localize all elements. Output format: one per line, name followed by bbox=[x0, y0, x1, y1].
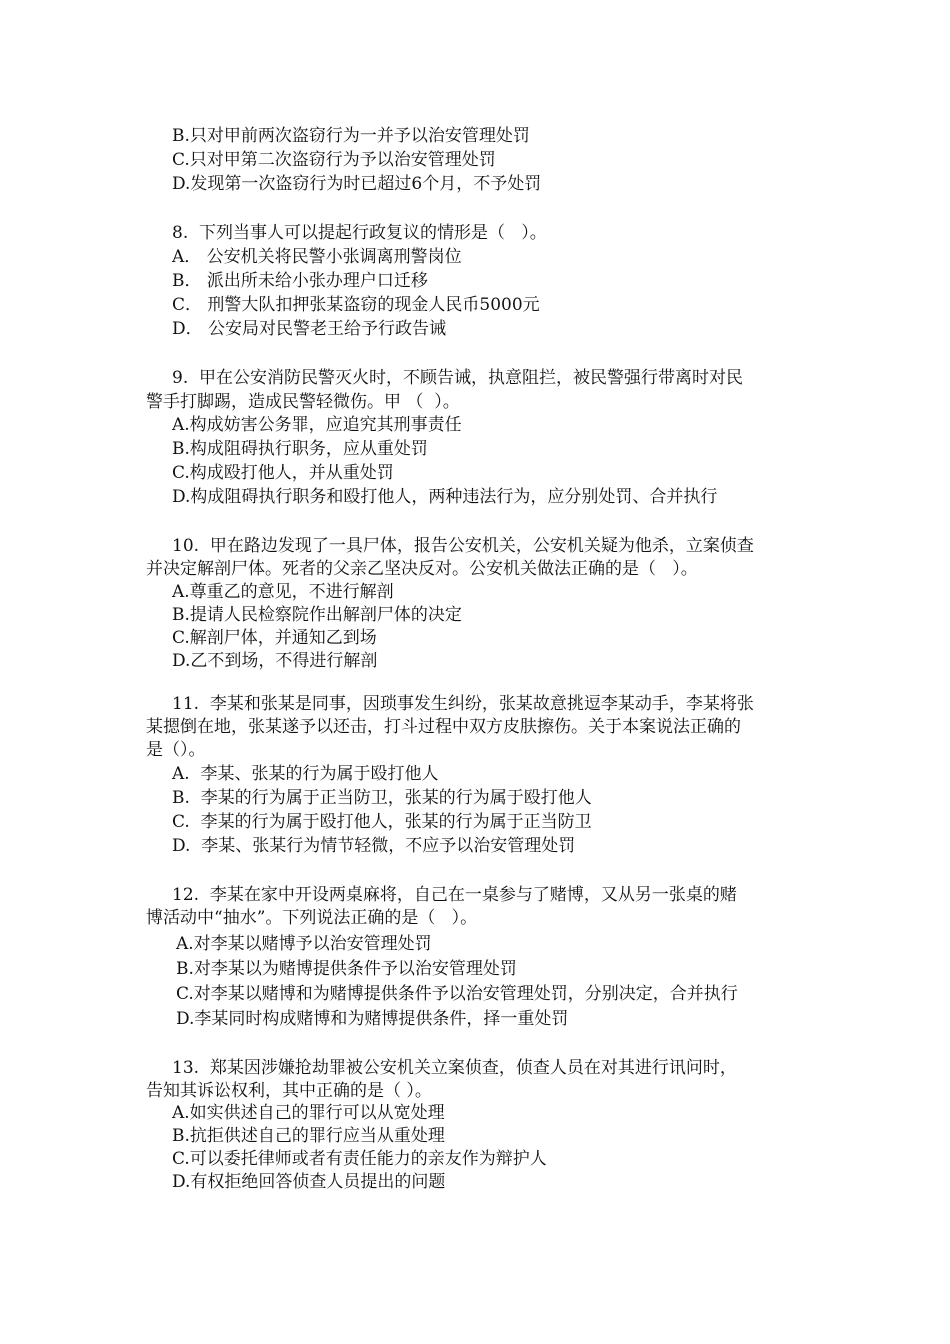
q9-option-b: B.构成阻碍执行职务，应从重处罚 bbox=[172, 439, 428, 459]
q9-stem-line-1: 9. 甲在公安消防民警灭火时，不顾告诫，执意阻拦，被民警强行带离时对民 bbox=[172, 368, 744, 388]
q11-option-b: B. 李某的行为属于正当防卫，张某的行为属于殴打他人 bbox=[172, 788, 592, 808]
q11-stem-line-3: 是（）。 bbox=[146, 740, 206, 760]
q9-stem-line-2: 警手打脚踢，造成民警轻微伤。甲 （ ）。 bbox=[146, 392, 460, 412]
q12-option-b: B.对李某以为赌博提供条件予以治安管理处罚 bbox=[176, 959, 517, 979]
q8-option-c: C． 刑警大队扣押张某盗窃的现金人民币5000元 bbox=[172, 295, 540, 315]
q12-stem-line-1: 12. 李某在家中开设两桌麻将，自己在一桌参与了赌博，又从另一张桌的赌 bbox=[172, 885, 737, 905]
q9-option-c: C.构成殴打他人，并从重处罚 bbox=[172, 463, 394, 483]
q11-option-d: D. 李某、张某行为情节轻微，不应予以治安管理处罚 bbox=[172, 836, 576, 856]
q7-option-b: B.只对甲前两次盗窃行为一并予以治安管理处罚 bbox=[172, 126, 530, 146]
q11-option-c: C. 李某的行为属于殴打他人，张某的行为属于正当防卫 bbox=[172, 812, 592, 832]
q7-option-c: C.只对甲第二次盗窃行为予以治安管理处罚 bbox=[172, 150, 496, 170]
q13-option-b: B.抗拒供述自己的罪行应当从重处理 bbox=[172, 1126, 445, 1146]
q12-option-d: D.李某同时构成赌博和为赌博提供条件，择一重处罚 bbox=[176, 1009, 569, 1029]
q12-option-c: C.对李某以赌博和为赌博提供条件予以治安管理处罚，分别决定，合并执行 bbox=[176, 984, 738, 1004]
q10-option-a: A.尊重乙的意见，不进行解剖 bbox=[172, 582, 394, 602]
q7-option-d: D.发现第一次盗窃行为时已超过6个月，不予处罚 bbox=[172, 174, 542, 194]
q8-stem: 8. 下列当事人可以提起行政复议的情形是（ ）。 bbox=[172, 223, 547, 243]
q12-stem-line-2: 博活动中“抽水”。下列说法正确的是（ ）。 bbox=[146, 908, 478, 928]
q10-option-c: C.解剖尸体，并通知乙到场 bbox=[172, 628, 377, 648]
q10-stem-line-2: 并决定解剖尸体。死者的父亲乙坚决反对。公安机关做法正确的是（ ）。 bbox=[146, 559, 698, 579]
q11-stem-line-2: 某摁倒在地，张某遂予以还击，打斗过程中双方皮肤擦伤。关于本案说法正确的 bbox=[146, 717, 741, 737]
q12-option-a: A.对李某以赌博予以治安管理处罚 bbox=[176, 934, 432, 954]
q13-option-a: A.如实供述自己的罪行可以从宽处理 bbox=[172, 1103, 445, 1123]
q13-option-d: D.有权拒绝回答侦查人员提出的问题 bbox=[172, 1172, 446, 1192]
q11-stem-line-1: 11. 李某和张某是同事，因琐事发生纠纷，张某故意挑逗李某动手，李某将张 bbox=[172, 694, 754, 714]
q13-option-c: C.可以委托律师或者有责任能力的亲友作为辩护人 bbox=[172, 1149, 547, 1169]
q10-option-b: B.提请人民检察院作出解剖尸体的决定 bbox=[172, 605, 462, 625]
q13-stem-line-2: 告知其诉讼权利，其中正确的是（ ）。 bbox=[146, 1081, 432, 1101]
q8-option-b: B． 派出所未给小张办理户口迁移 bbox=[172, 271, 428, 291]
q10-option-d: D.乙不到场，不得进行解剖 bbox=[172, 651, 378, 671]
q8-option-d: D． 公安局对民警老王给予行政告诫 bbox=[172, 319, 447, 339]
q9-option-a: A.构成妨害公务罪，应追究其刑事责任 bbox=[172, 415, 462, 435]
q10-stem-line-1: 10. 甲在路边发现了一具尸体，报告公安机关，公安机关疑为他杀，立案侦查 bbox=[172, 536, 754, 556]
q9-option-d: D.构成阻碍执行职务和殴打他人，两种违法行为，应分别处罚、合并执行 bbox=[172, 487, 718, 507]
q8-option-a: A． 公安机关将民警小张调离刑警岗位 bbox=[172, 247, 462, 267]
q11-option-a: A. 李某、张某的行为属于殴打他人 bbox=[172, 764, 439, 784]
q13-stem-line-1: 13. 郑某因涉嫌抢劫罪被公安机关立案侦查，侦查人员在对其进行讯问时， bbox=[172, 1058, 737, 1078]
